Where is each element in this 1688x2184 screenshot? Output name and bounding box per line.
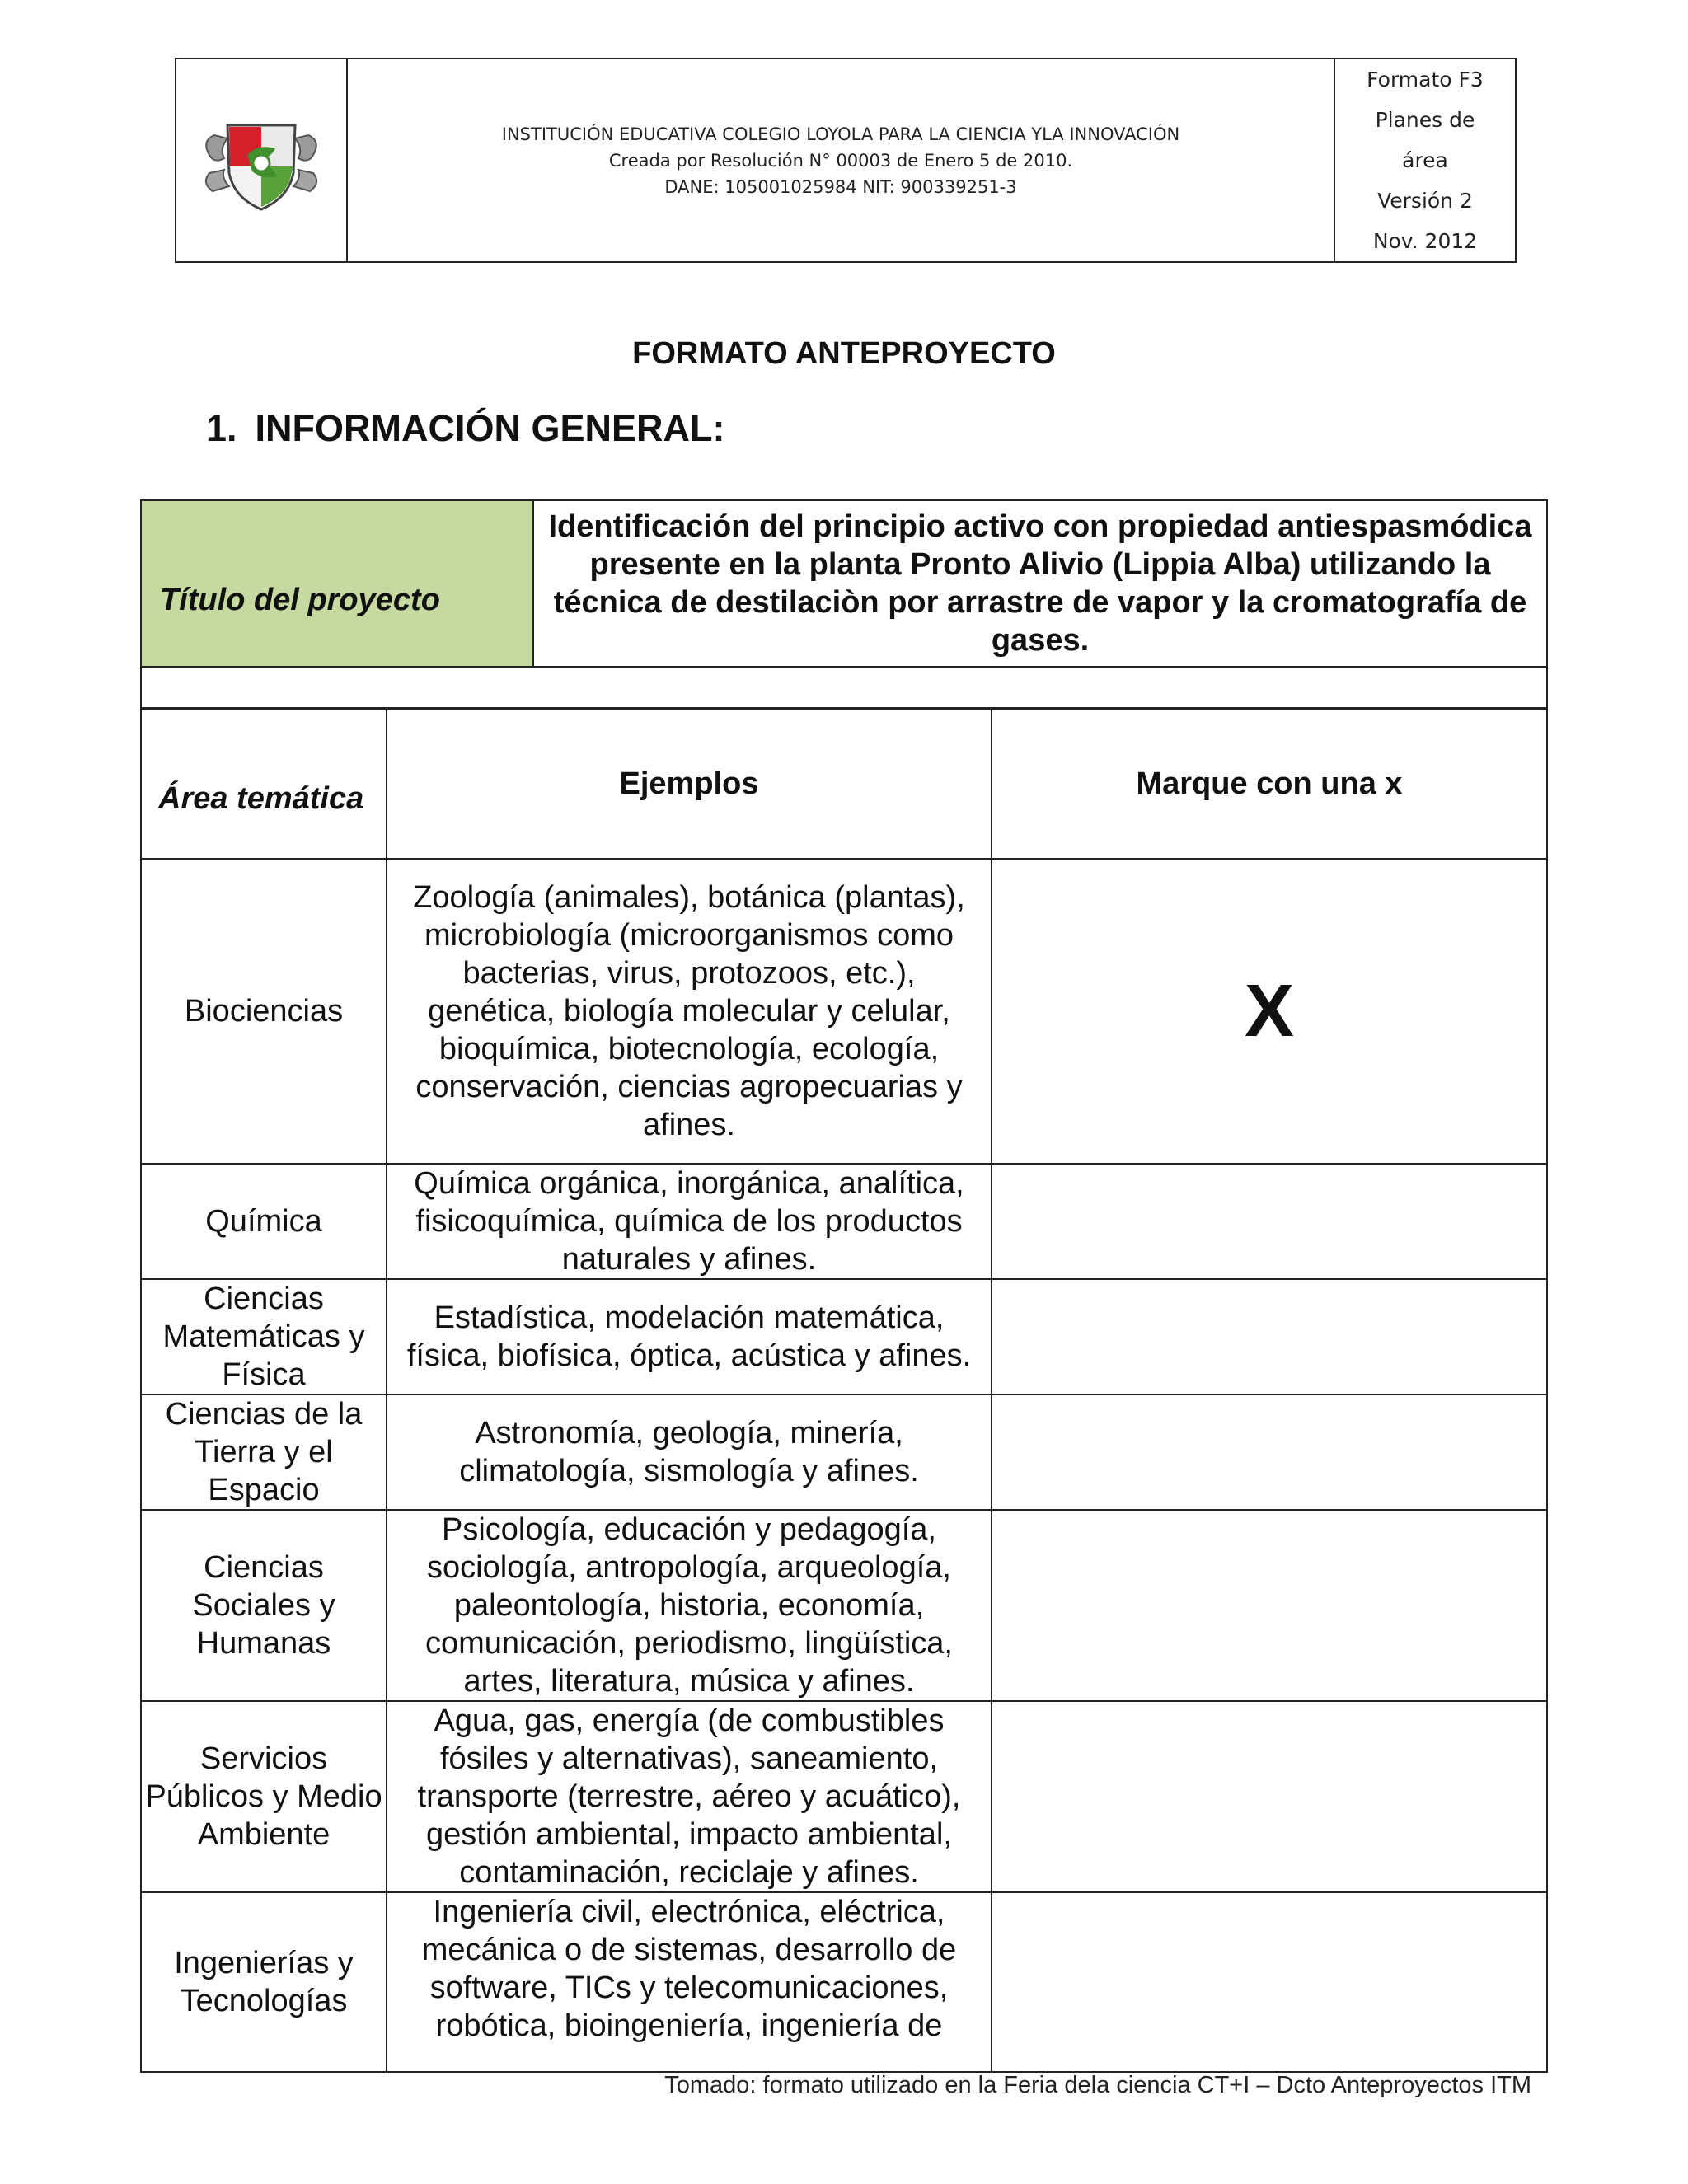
version: Versión 2: [1377, 189, 1473, 213]
area-name: Ciencias de la Tierra y el Espacio: [141, 1394, 387, 1510]
institution-codes: DANE: 105001025984 NIT: 900339251-3: [664, 176, 1017, 197]
area-mark-cell[interactable]: [992, 1394, 1547, 1510]
section-heading: [206, 407, 725, 450]
table-header-row: [141, 709, 1547, 859]
institution-resolution: Creada por Resolución N° 00003 de Enero 5 de 2010.: [608, 150, 1073, 171]
table-row: [141, 1279, 1547, 1394]
area-name: Servicios Públicos y Medio Ambiente: [141, 1701, 387, 1892]
blank-row: [141, 667, 1547, 708]
area-examples: Estadística, modelación matemática, física, biofísica, óptica, acústica y afines.: [387, 1279, 992, 1394]
version-date: Nov. 2012: [1372, 229, 1478, 253]
area-name: Ciencias Sociales y Humanas: [141, 1510, 387, 1701]
plan-line-1: Planes de: [1375, 108, 1475, 132]
institution-cell: [347, 59, 1334, 262]
area-name: Química: [141, 1164, 387, 1279]
document-meta-cell: [1334, 59, 1516, 262]
area-examples-cell: [387, 1892, 992, 2072]
area-examples: Química orgánica, inorgánica, analítica, fisicoquímica, química de los productos naturales y afines.: [387, 1164, 992, 1279]
project-title-table: [140, 499, 1548, 709]
table-row: [141, 859, 1547, 1164]
area-mark-cell[interactable]: [992, 1510, 1547, 1701]
area-examples: Agua, gas, energía (de combustibles fósiles y alternativas), saneamiento, transporte (terrestre, aéreo y acuático), gestión ambiental, impacto ambiental, contaminación, reciclaje y afines.: [387, 1701, 992, 1892]
area-mark-cell[interactable]: X: [992, 859, 1547, 1164]
project-title-label: Título del proyecto: [141, 500, 533, 667]
area-examples: Zoología (animales), botánica (plantas), microbiología (microorganismos como bacterias, virus, protozoos, etc.), genética, biología molecular y celular, bioquímica, biotecnología, ecología, conservación, ciencias agropecuarias y afines.: [387, 859, 992, 1164]
project-title-value: Identificación del principio activo con propiedad antiespasmódica presente en la planta Pronto Alivio (Lippia Alba) utilizando la técnica de destilaciòn por arrastre de vapor y la cromatografía de gases.: [533, 500, 1547, 667]
table-row: [141, 1394, 1547, 1510]
area-mark-cell[interactable]: [992, 1164, 1547, 1279]
table-row: [141, 1892, 1547, 2072]
document-title: FORMATO ANTEPROYECTO: [632, 336, 1056, 371]
area-mark-cell[interactable]: [992, 1701, 1547, 1892]
table-row: [141, 1701, 1547, 1892]
header-table: [175, 58, 1517, 263]
header-examples: Ejemplos: [387, 709, 992, 859]
area-mark-cell[interactable]: [992, 1892, 1547, 2072]
institution-name: INSTITUCIÓN EDUCATIVA COLEGIO LOYOLA PARA LA CIENCIA YLA INNOVACIÓN: [501, 124, 1180, 144]
plan-line-2: área: [1402, 148, 1448, 172]
area-examples: Astronomía, geología, minería, climatología, sismología y afines.: [387, 1394, 992, 1510]
section-number: 1.: [206, 407, 237, 449]
table-row: [141, 1164, 1547, 1279]
table-row: [141, 1510, 1547, 1701]
thematic-area-table: [140, 708, 1548, 2073]
area-examples: Ingeniería civil, electrónica, eléctrica, mecánica o de sistemas, desarrollo de software, TICs y telecomunicaciones, robótica, bioingeniería, ingeniería de: [421, 1895, 957, 2043]
area-mark-cell[interactable]: [992, 1279, 1547, 1394]
section-title: INFORMACIÓN GENERAL:: [255, 407, 725, 449]
format-code: Formato F3: [1367, 68, 1484, 91]
area-name: Biociencias: [141, 859, 387, 1164]
school-logo-icon: [191, 101, 331, 216]
logo-cell: [176, 59, 347, 262]
header-area: Área temática: [141, 709, 387, 859]
area-name: Ciencias Matemáticas y Física: [141, 1279, 387, 1394]
area-examples: Psicología, educación y pedagogía, sociología, antropología, arqueología, paleontología, historia, economía, comunicación, periodismo, lingüística, artes, literatura, música y afines.: [387, 1510, 992, 1701]
header-mark: Marque con una x: [992, 709, 1547, 859]
footer-source: Tomado: formato utilizado en la Feria dela ciencia CT+I – Dcto Anteproyectos ITM: [664, 2072, 1531, 2098]
area-name: Ingenierías y Tecnologías: [141, 1892, 387, 2072]
